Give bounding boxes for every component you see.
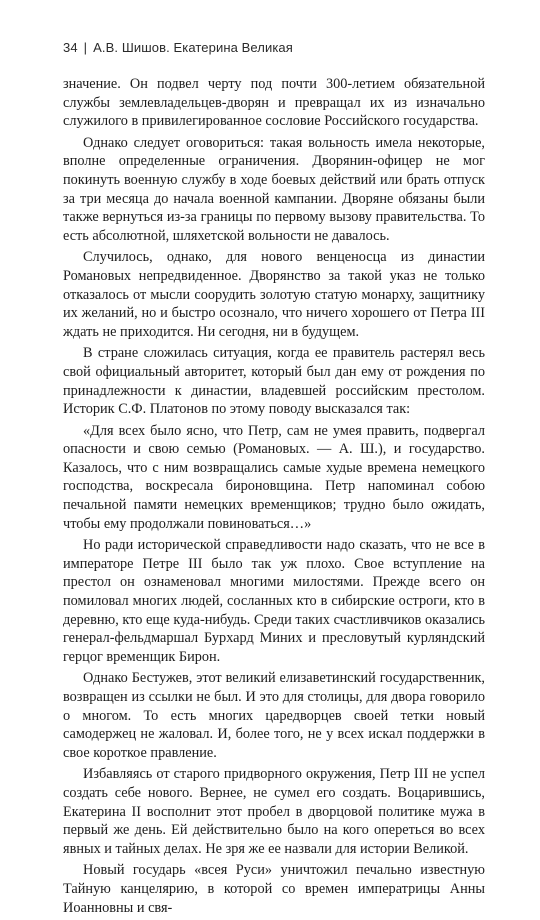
paragraph: значение. Он подвел черту под почти 300-летием обязательной службы землевладельцев-дворян и превращал их из изначально служилого в привилегированное сословие Российского государства. bbox=[63, 76, 485, 130]
paragraph: В стране сложилась ситуация, когда ее правитель растерял весь свой официальный авторитет, который был дан ему от рождения по принадлежности к династии, владевшей российским престолом. Историк С.Ф. Платонов по этому поводу высказался так: bbox=[63, 345, 485, 418]
paragraph: Но ради исторической справедливости надо сказать, что не все в императоре Петре III было так уж плохо. Свое вступление на престол он ознаменовал многими милостями. Прежде всего он помиловал многих людей, сосланных кто в сибирские остроги, кто в деревню, кто еще куда-нибудь. Среди таких счастливчиков оказались генерал-фельдмаршал Бурхард Миних и пресловутый курляндский герцог временщик Бирон. bbox=[63, 537, 485, 665]
quotation-paragraph: «Для всех было ясно, что Петр, сам не умея править, подвергал опасности и свою семью (Романовых. — А. Ш.), и государство. Казалось, что с ним возвращались самые худые времена немецкого господства, воскресала бироновщина. Петр напоминал собою печальной памяти немецких временщиков; трудно было ожидать, чтобы ему продолжали повиноваться…» bbox=[63, 422, 485, 532]
paragraph: Новый государь «всея Руси» уничтожил печально известную Тайную канцелярию, в которой со времен императрицы Анны Иоанновны и свя- bbox=[63, 862, 485, 916]
header-separator: | bbox=[83, 40, 88, 55]
body-text bbox=[63, 75, 485, 920]
paragraph: Однако следует оговориться: такая вольность имела некоторые, вполне определенные ограничения. Дворянин-офицер не мог покинуть военную службу в ходе боевых действий или брать отпуск за три месяца до начала военной кампании. Дворяне обязаны были также вернуться из-за границы по первому вызову правительства. То есть абсолютной, шляхетской вольности не давалось. bbox=[63, 134, 485, 244]
paragraph: Однако Бестужев, этот великий елизаветинский государственник, возвращен из ссылки не был. И это для столицы, для двора говорило о многом. То есть многих царедворцев своей тетки новый самодержец не жаловал. И, более того, не у всех искал поддержки в свое короткое правление. bbox=[63, 670, 485, 761]
paragraph: Избавляясь от старого придворного окружения, Петр III не успел создать себе нового. Вернее, не сумел его создать. Воцарившись, Екатерина II восполнит этот пробел в дворцовой политике мужа в первый же день. Ей действительно было на кого опереться во всех явных и тайных делах. Не зря же ее назвали для истории Великой. bbox=[63, 766, 485, 857]
running-title: А.В. Шишов. Екатерина Великая bbox=[93, 40, 293, 55]
page-number: 34 bbox=[63, 40, 78, 55]
running-header bbox=[63, 40, 293, 55]
paragraph: Случилось, однако, для нового венценосца из династии Романовых непредвиденное. Дворянство за такой указ не только отказалось от мысли соорудить золотую статую монарху, защитнику их желаний, но и быстро осознало, что ничего хорошего от Петра III ждать не приходится. Ни сегодня, ни в будущем. bbox=[63, 249, 485, 340]
